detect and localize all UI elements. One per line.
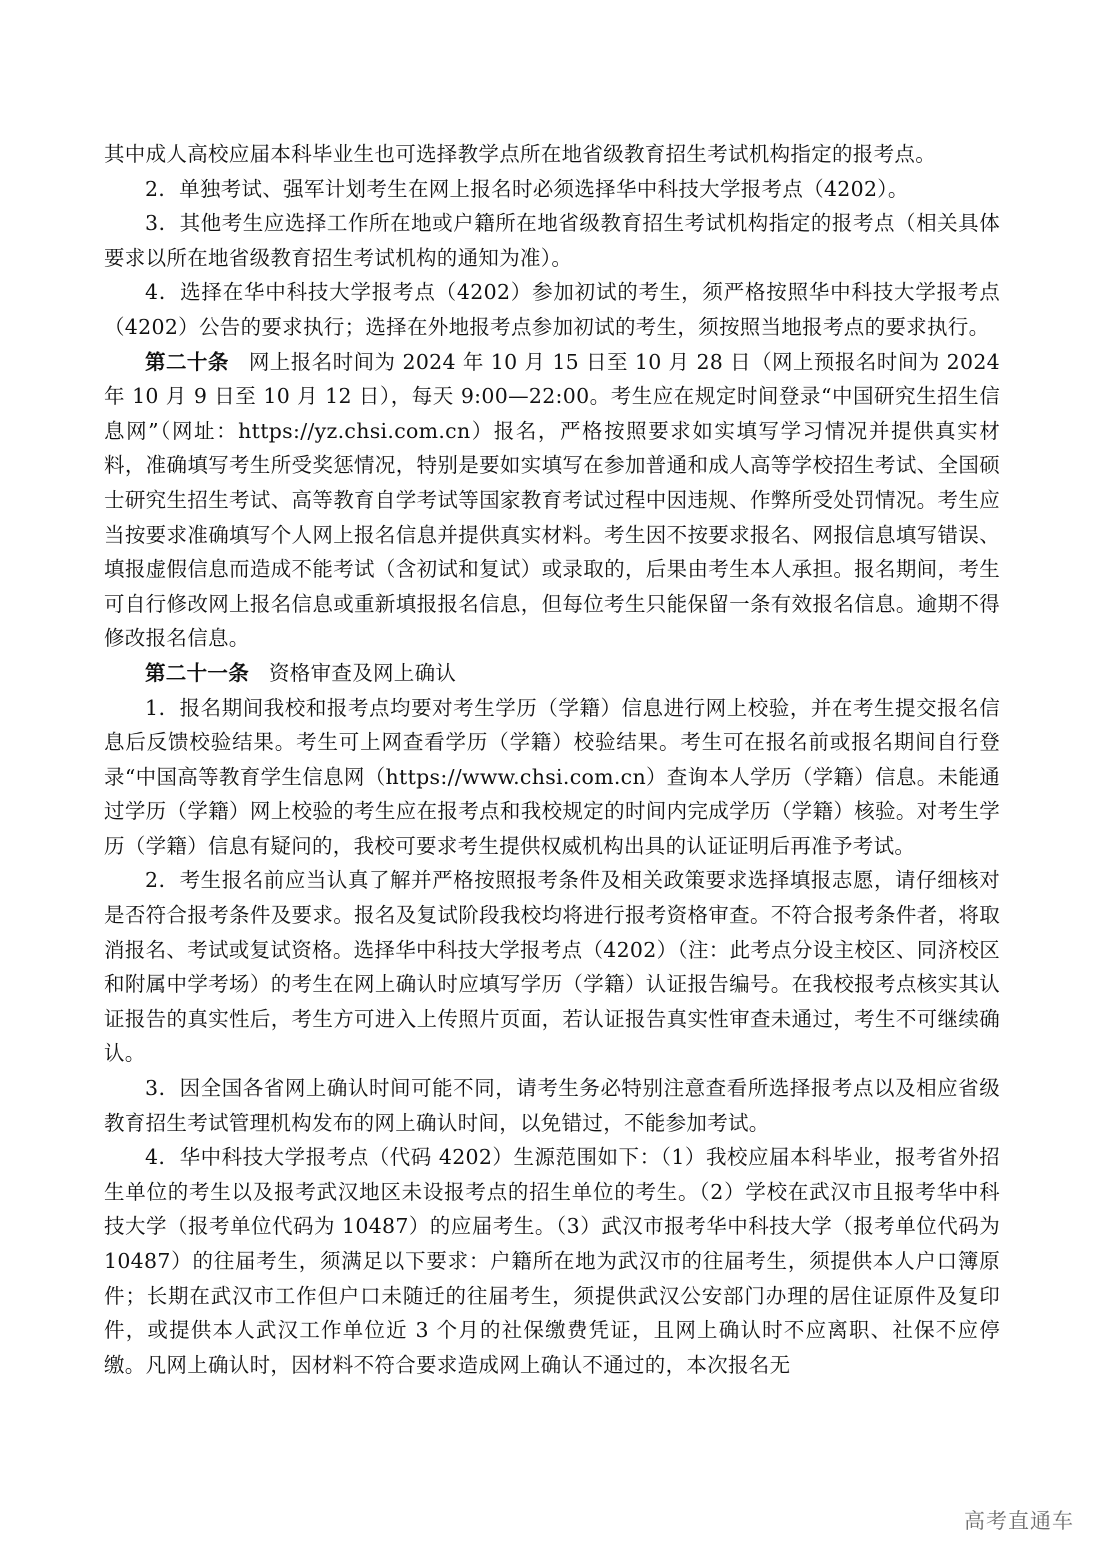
- paragraph-continuation: 其中成人高校应届本科毕业生也可选择教学点所在地省级教育招生考试机构指定的报考点。: [104, 142, 936, 166]
- article-21-item-3: 3．因全国各省网上确认时间可能不同，请考生务必特别注意查看所选择报考点以及相应省级教育招生考试管理机构发布的网上确认时间，以免错过，不能参加考试。: [104, 1076, 1000, 1135]
- article-21-item-2: 2．考生报名前应当认真了解并严格按照报考条件及相关政策要求选择填报志愿，请仔细核对是否符合报考条件及要求。报名及复试阶段我校均将进行报考资格审查。不符合报考条件者，将取消报名、考试或复试资格。选择华中科技大学报考点（4202）（注：此考点分设主校区、同济校区和附属中学考场）的考生在网上确认时应填写学历（学籍）认证报告编号。在我校报考点核实其认证报告的真实性后，考生方可进入上传照片页面，若认证报告真实性审查未通过，考生不可继续确认。: [104, 868, 1000, 1066]
- article-20-title: 第二十条: [145, 349, 229, 374]
- paragraph-item-3: 3．其他考生应选择工作所在地或户籍所在地省级教育招生考试机构指定的报考点（相关具体要求以所在地省级教育招生考试机构的通知为准）。: [104, 211, 1000, 270]
- article-21-title: 第二十一条: [145, 660, 249, 685]
- paragraph-item-4: 4．选择在华中科技大学报考点（4202）参加初试的考生，须严格按照华中科技大学报考点（4202）公告的要求执行；选择在外地报考点参加初试的考生，须按照当地报考点的要求执行。: [104, 280, 1000, 339]
- document-page: [104, 137, 1000, 1382]
- article-21-item-4: 4．华中科技大学报考点（代码 4202）生源范围如下：（1）我校应届本科毕业，报考省外招生单位的考生以及报考武汉地区未设报考点的招生单位的考生。（2）学校在武汉市且报考华中科技大学（报考单位代码为 10487）的应届考生。（3）武汉市报考华中科技大学（报考单位代码为 10487）的往届考生，须满足以下要求：户籍所在地为武汉市的往届考生，须提供本人户口簿原件；长期在武汉市工作但户口未随迁的往届考生，须提供武汉公安部门办理的居住证原件及复印件，或提供本人武汉工作单位近 3 个月的社保缴费凭证，且网上确认时不应离职、社保不应停缴。凡网上确认时，因材料不符合要求造成网上确认不通过的，本次报名无: [104, 1145, 1000, 1377]
- article-21-heading: 资格审查及网上确认: [269, 660, 457, 685]
- article-21: [104, 656, 1000, 691]
- article-20: [104, 345, 1000, 656]
- paragraph-item-2: 2．单独考试、强军计划考生在网上报名时必须选择华中科技大学报考点（4202）。: [145, 176, 909, 201]
- article-21-item-1: 1．报名期间我校和报考点均要对考生学历（学籍）信息进行网上校验，并在考生提交报名信息后反馈校验结果。考生可上网查看学历（学籍）校验结果。考生可在报名前或报名期间自行登录“中国高等教育学生信息网（https://www.chsi.com.cn）查询本人学历（学籍）信息。未能通过学历（学籍）网上校验的考生应在报考点和我校规定的时间内完成学历（学籍）核验。对考生学历（学籍）信息有疑问的，我校可要求考生提供权威机构出具的认证证明后再准予考试。: [104, 695, 1000, 858]
- article-20-body: 网上报名时间为 2024 年 10 月 15 日至 10 月 28 日（网上预报名时间为 2024 年 10 月 9 日至 10 月 12 日），每天 9:00—22:00。考生应在规定时间登录“中国研究生招生信息网”（网址：https://yz.chsi.com.cn）报名，严格按照要求如实填写学习情况并提供真实材料，准确填写考生所受奖惩情况，特别是要如实填写在参加普通和成人高等学校招生考试、全国硕士研究生招生考试、高等教育自学考试等国家教育考试过程中因违规、作弊所受处罚情况。考生应当按要求准确填写个人网上报名信息并提供真实材料。考生因不按要求报名、网报信息填写错误、填报虚假信息而造成不能考试（含初试和复试）或录取的，后果由考生本人承担。报名期间，考生可自行修改网上报名信息或重新填报报名信息，但每位考生只能保留一条有效报名信息。逾期不得修改报名信息。: [104, 349, 1001, 651]
- watermark-label: 高考直通车: [964, 1509, 1074, 1533]
